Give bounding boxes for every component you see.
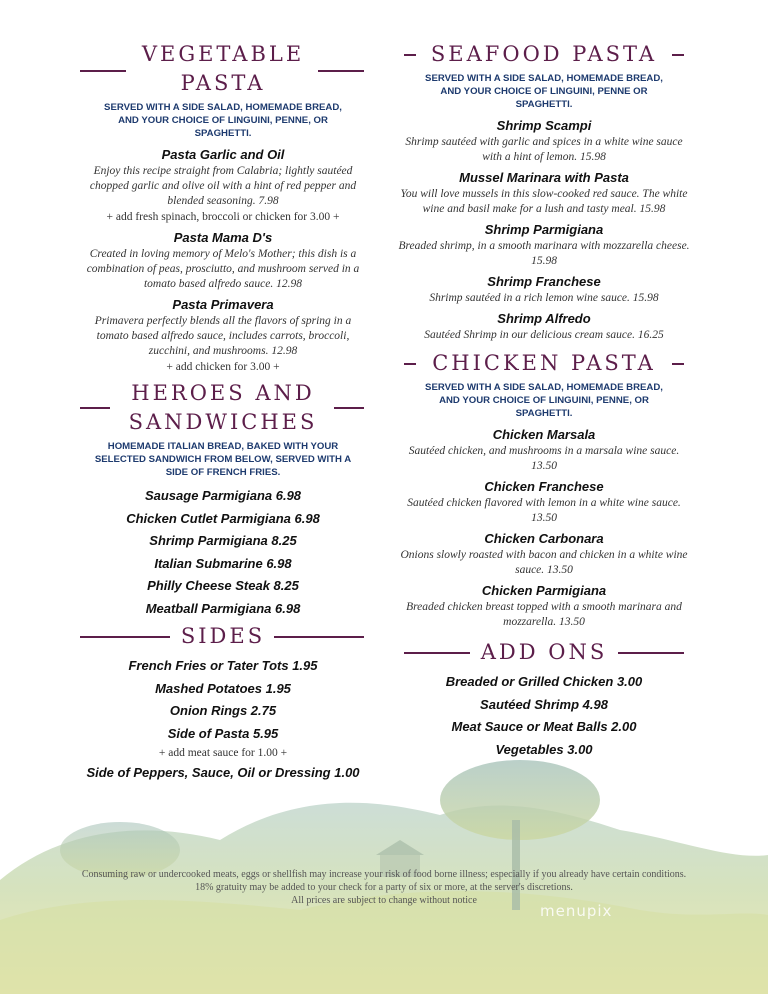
heroes-list [78, 485, 368, 620]
footer-disclaimer [0, 868, 768, 907]
list-item: Onion Rings 2.75 [169, 703, 277, 718]
chicken-pasta-subtitle: SERVED WITH A SIDE SALAD, HOMEMADE BREAD, AND YOUR CHOICE OF LINGUINI, PENNE, OR SPAGHETTI. [425, 382, 663, 419]
list-item: Philly Cheese Steak 8.25 [147, 578, 299, 593]
menu-item [78, 146, 368, 225]
list-item: Side of Peppers, Sauce, Oil or Dressing 1.00 [86, 765, 360, 780]
item-description: Sautéed chicken flavored with lemon in a white wine sauce. 13.50 [407, 497, 681, 524]
seafood-pasta-section-header [398, 40, 690, 69]
item-description: Sautéed Shrimp in our delicious cream sauce. 16.25 [424, 329, 664, 341]
add-ons-list [398, 671, 690, 761]
list-item: Breaded or Grilled Chicken 3.00 [445, 674, 643, 689]
item-name: Pasta Mama D's [173, 230, 273, 245]
item-description: You will love mussels in this slow-cooked red sauce. The white wine and basil make for a lush and tasty meal. 15.98 [400, 188, 688, 215]
sides-section-header [78, 622, 368, 651]
list-item: Side of Pasta 5.95 [167, 725, 279, 741]
add-ons-title: ADD ONS [480, 640, 608, 664]
item-description: Enjoy this recipe straight from Calabria; lightly sautéed chopped garlic and olive oil with a hint of red pepper and blended seasoning. 7.98 [89, 165, 357, 207]
vegetable-pasta-title-line2: PASTA [180, 71, 266, 95]
right-column [398, 40, 690, 761]
menu-item [398, 426, 690, 474]
item-description: Primavera perfectly blends all the flavors of spring in a tomato based alfredo sauce, includes carrots, broccoli, zucchini, and mushrooms. 12.98 [94, 315, 352, 357]
item-name: Chicken Franchese [484, 479, 604, 494]
vegetable-pasta-subtitle: SERVED WITH A SIDE SALAD, HOMEMADE BREAD, AND YOUR CHOICE OF LINGUINI, PENNE, OR SPAGHETTI. [104, 102, 342, 139]
heroes-subtitle: HOMEMADE ITALIAN BREAD, BAKED WITH YOUR SELECTED SANDWICH FROM BELOW, SERVED WITH A SIDE OF FRENCH FRIES. [94, 441, 352, 478]
menu-item [398, 478, 690, 526]
list-item: Sausage Parmigiana 6.98 [144, 488, 302, 503]
item-name: Mussel Marinara with Pasta [459, 170, 629, 185]
item-name: Shrimp Franchese [487, 274, 601, 289]
item-description: Onions slowly roasted with bacon and chicken in a white wine sauce. 13.50 [400, 549, 688, 576]
heroes-title-line2: SANDWICHES [128, 410, 318, 434]
item-description: Shrimp sautéed with garlic and spices in a white wine sauce with a hint of lemon. 15.98 [405, 136, 683, 163]
item-name: Shrimp Scampi [496, 118, 592, 133]
item-name: Chicken Parmigiana [481, 583, 607, 598]
heroes-title-line1: HEROES AND [131, 381, 315, 405]
item-name: Shrimp Parmigiana [484, 222, 604, 237]
item-addon-note: + add chicken for 3.00 + [166, 361, 280, 373]
heroes-section-header [78, 379, 368, 437]
item-name: Shrimp Alfredo [497, 311, 591, 326]
watermark: menupix [540, 902, 613, 920]
footer-line: 18% gratuity may be added to your check for a party of six or more, at the server's discretions. [195, 882, 573, 893]
list-item: Sautéed Shrimp 4.98 [480, 696, 608, 712]
sides-title: SIDES [180, 624, 266, 648]
seafood-pasta-subtitle: SERVED WITH A SIDE SALAD, HOMEMADE BREAD, AND YOUR CHOICE OF LINGUINI, PENNE OR SPAGHETTI. [425, 73, 663, 110]
list-item: French Fries or Tater Tots 1.95 [128, 658, 318, 673]
list-item: Italian Submarine 6.98 [154, 555, 292, 571]
menu-item [398, 582, 690, 630]
menu-item [398, 221, 690, 269]
sides-list [78, 655, 368, 785]
add-ons-section-header [398, 638, 690, 667]
list-item: Mashed Potatoes 1.95 [155, 680, 291, 696]
list-item: Meatball Parmigiana 6.98 [145, 600, 301, 616]
left-column [78, 40, 368, 785]
item-addon-note: + add meat sauce for 1.00 + [158, 747, 288, 759]
footer-line: Consuming raw or undercooked meats, eggs or shellfish may increase your risk of food borne illness; especially if you already have certain conditions. [81, 869, 687, 880]
list-item: Shrimp Parmigiana 8.25 [149, 533, 297, 548]
menu-item [398, 169, 690, 217]
chicken-pasta-section-header [398, 349, 690, 378]
item-name: Pasta Garlic and Oil [161, 147, 285, 162]
menu-item [78, 229, 368, 292]
list-item: Chicken Cutlet Parmigiana 6.98 [126, 510, 320, 526]
menu-item [78, 296, 368, 375]
item-description: Sautéed chicken, and mushrooms in a marsala wine sauce. 13.50 [408, 445, 680, 472]
vegetable-pasta-title-line1: VEGETABLE [141, 42, 305, 66]
chicken-pasta-title: CHICKEN PASTA [432, 351, 656, 375]
menu-item [398, 310, 690, 343]
item-description: Created in loving memory of Melo's Mother; this dish is a combination of peas, prosciutto, and mushroom served in a tomato based alfredo sauce. 12.98 [86, 248, 360, 290]
item-description: Breaded chicken breast topped with a smooth marinara and mozzarella. 13.50 [406, 601, 682, 628]
item-name: Pasta Primavera [172, 297, 274, 312]
item-description: Shrimp sautéed in a rich lemon wine sauce. 15.98 [429, 292, 659, 304]
seafood-pasta-title: SEAFOOD PASTA [430, 42, 658, 66]
menu-item [398, 530, 690, 578]
item-description: Breaded shrimp, in a smooth marinara with mozzarella cheese. 15.98 [398, 240, 690, 267]
list-item: Meat Sauce or Meat Balls 2.00 [451, 719, 637, 734]
list-item: Vegetables 3.00 [495, 741, 593, 757]
item-name: Chicken Marsala [492, 427, 596, 442]
vegetable-pasta-section-header [78, 40, 368, 98]
item-name: Chicken Carbonara [484, 531, 604, 546]
footer-line: All prices are subject to change without notice [291, 895, 477, 906]
item-addon-note: + add fresh spinach, broccoli or chicken for 3.00 + [106, 211, 340, 223]
menu-item [398, 273, 690, 306]
menu-item [398, 117, 690, 165]
